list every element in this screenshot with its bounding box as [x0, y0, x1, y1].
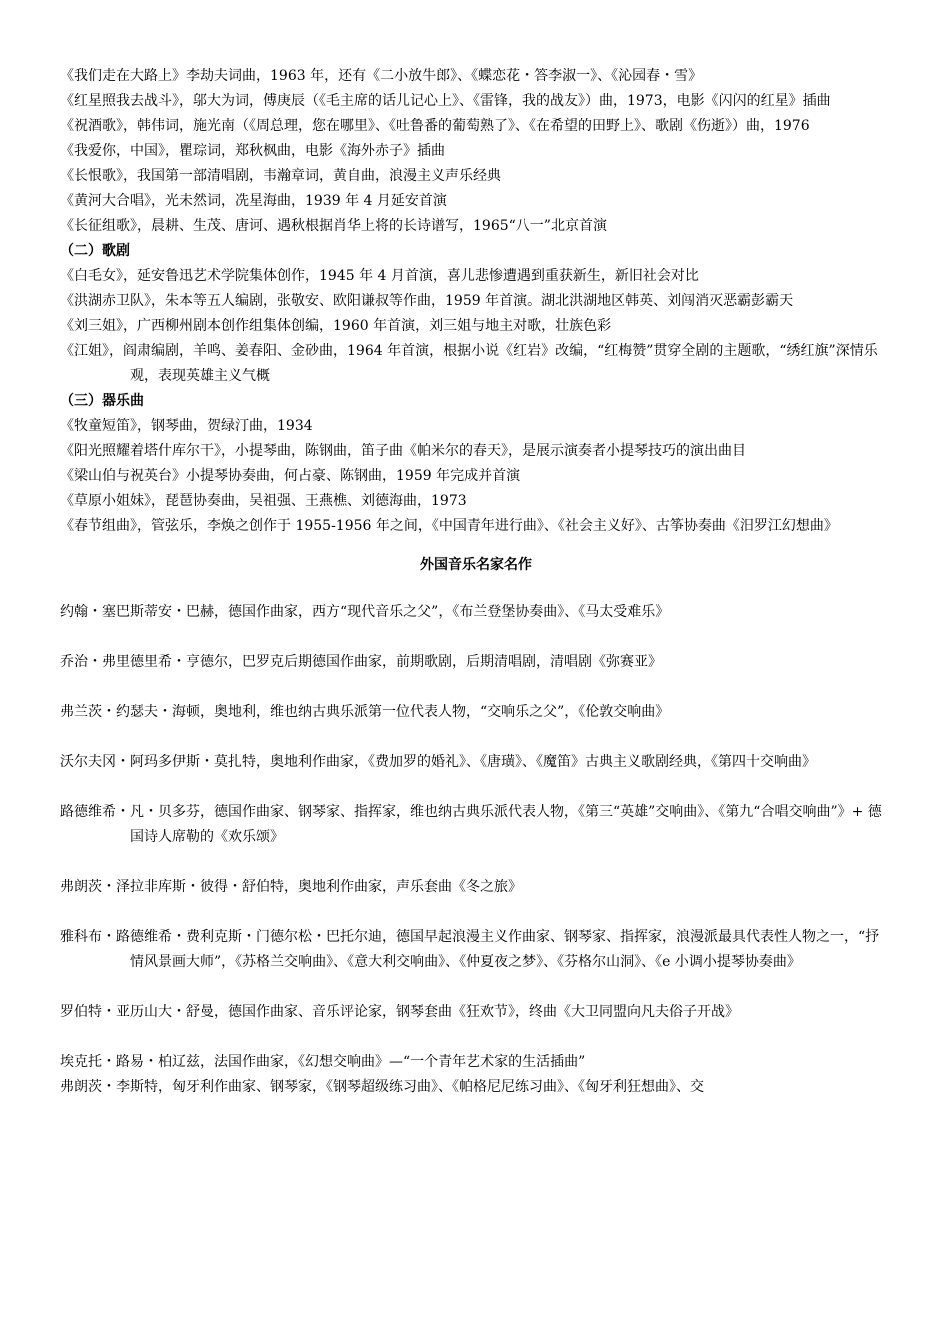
- instrumental-entry: 《梁山伯与祝英台》小提琴协奏曲，何占豪、陈钢曲，1959 年完成并首演: [60, 468, 521, 484]
- composer-entry: 弗朗茨・泽拉非库斯・彼得・舒伯特，奥地利作曲家，声乐套曲《冬之旅》: [60, 879, 522, 895]
- opera-entry: 《白毛女》，延安鲁迅艺术学院集体创作，1945 年 4 月首演，喜儿悲惨遭遇到重获新生，新旧社会对比: [60, 268, 699, 284]
- song-entry: 《我们走在大路上》李劫夫词曲，1963 年，还有《二小放牛郎》、《蝶恋花・答李淑一》、《沁园春・雪》: [60, 68, 703, 84]
- composer-entry: 乔治・弗里德里希・亨德尔，巴罗克后期德国作曲家，前期歌剧，后期清唱剧，清唱剧《弥赛亚》: [60, 654, 662, 670]
- document-page: [60, 64, 892, 1100]
- song-entry: 《黄河大合唱》，光未然词，冼星海曲，1939 年 4 月延安首演: [60, 193, 447, 209]
- composer-entry: 路德维希・凡・贝多芬，德国作曲家、钢琴家、指挥家，维也纳古典乐派代表人物，《第三“英雄”交响曲》、《第九“合唱交响曲”》+ 德国诗人席勒的《欢乐颂》: [60, 804, 882, 845]
- song-entry: 《长恨歌》，我国第一部清唱剧，韦瀚章词，黄自曲，浪漫主义声乐经典: [60, 168, 501, 184]
- song-entry: 《我爱你，中国》，瞿琮词，郑秋枫曲，电影《海外赤子》插曲: [60, 143, 445, 159]
- opera-entry: 《洪湖赤卫队》，朱本等五人编剧，张敬安、欧阳谦叔等作曲，1959 年首演。湖北洪湖地区韩英、刘闯消灭恶霸彭霸天: [60, 293, 794, 309]
- instrumental-entry: 《阳光照耀着塔什库尔干》，小提琴曲，陈钢曲，笛子曲《帕米尔的春天》，是展示演奏者小提琴技巧的演出曲目: [60, 443, 746, 459]
- composer-entry: 沃尔夫冈・阿玛多伊斯・莫扎特，奥地利作曲家，《费加罗的婚礼》、《唐璜》、《魔笛》古典主义歌剧经典，《第四十交响曲》: [60, 754, 816, 770]
- composer-entry: 埃克托・路易・柏辽兹，法国作曲家，《幻想交响曲》—“一个青年艺术家的生活插曲”: [60, 1054, 586, 1070]
- opera-entry: 《江姐》，阎肃编剧，羊鸣、姜春阳、金砂曲，1964 年首演，根据小说《红岩》改编，“红梅赞”贯穿全剧的主题歌，“绣红旗”深情乐观，表现英雄主义气概: [60, 343, 878, 384]
- opera-section-heading: （二）歌剧: [60, 243, 130, 259]
- opera-entry: 《刘三姐》，广西柳州剧本创作组集体创编，1960 年首演，刘三姐与地主对歌，壮族色彩: [60, 318, 612, 334]
- instrumental-entry: 《春节组曲》，管弦乐，李焕之创作于 1955-1956 年之间，《中国青年进行曲》、《社会主义好》、古筝协奏曲《汨罗江幻想曲》: [60, 518, 838, 534]
- composer-entry: 弗朗茨・李斯特，匈牙利作曲家、钢琴家，《钢琴超级练习曲》、《帕格尼尼练习曲》、《匈牙利狂想曲》、交: [60, 1079, 704, 1095]
- composer-entry: 弗兰茨・约瑟夫・海顿，奥地利，维也纳古典乐派第一位代表人物，“交响乐之父”，《伦敦交响曲》: [60, 704, 670, 720]
- song-entry: 《长征组歌》，晨耕、生茂、唐诃、遇秋根据肖华上将的长诗谱写，1965“八一”北京首演: [60, 218, 607, 234]
- instrumental-entry: 《牧童短笛》，钢琴曲，贺绿汀曲，1934: [60, 418, 313, 434]
- composer-entry: 罗伯特・亚历山大・舒曼，德国作曲家、音乐评论家，钢琴套曲《狂欢节》，终曲《大卫同盟向凡夫俗子开战》: [60, 1004, 739, 1020]
- instrumental-entry: 《草原小姐妹》，琵琶协奏曲，吴祖强、王燕樵、刘德海曲，1973: [60, 493, 467, 509]
- instrumental-section-heading: （三）器乐曲: [60, 393, 144, 409]
- foreign-section-title: 外国音乐名家名作: [420, 557, 532, 573]
- composer-entry: 约翰・塞巴斯蒂安・巴赫，德国作曲家，西方“现代音乐之父”，《布兰登堡协奏曲》、《马太受难乐》: [60, 604, 670, 620]
- composer-entry: 雅科布・路德维希・费利克斯・门德尔松・巴托尔迪，德国早起浪漫主义作曲家、钢琴家、指挥家，浪漫派最具代表性人物之一，“抒情风景画大师”，《苏格兰交响曲》、《意大利交响曲》、《仲夏夜之梦》、《芬格尔山洞》、《e 小调小提琴协奏曲》: [60, 929, 880, 970]
- song-entry: 《红星照我去战斗》，邬大为词，傅庚辰（《毛主席的话儿记心上》、《雷锋，我的战友》）曲，1973，电影《闪闪的红星》插曲: [60, 93, 831, 109]
- song-entry: 《祝酒歌》，韩伟词，施光南（《周总理，您在哪里》、《吐鲁番的葡萄熟了》、《在希望的田野上》、歌剧《伤逝》）曲，1976: [60, 118, 810, 134]
